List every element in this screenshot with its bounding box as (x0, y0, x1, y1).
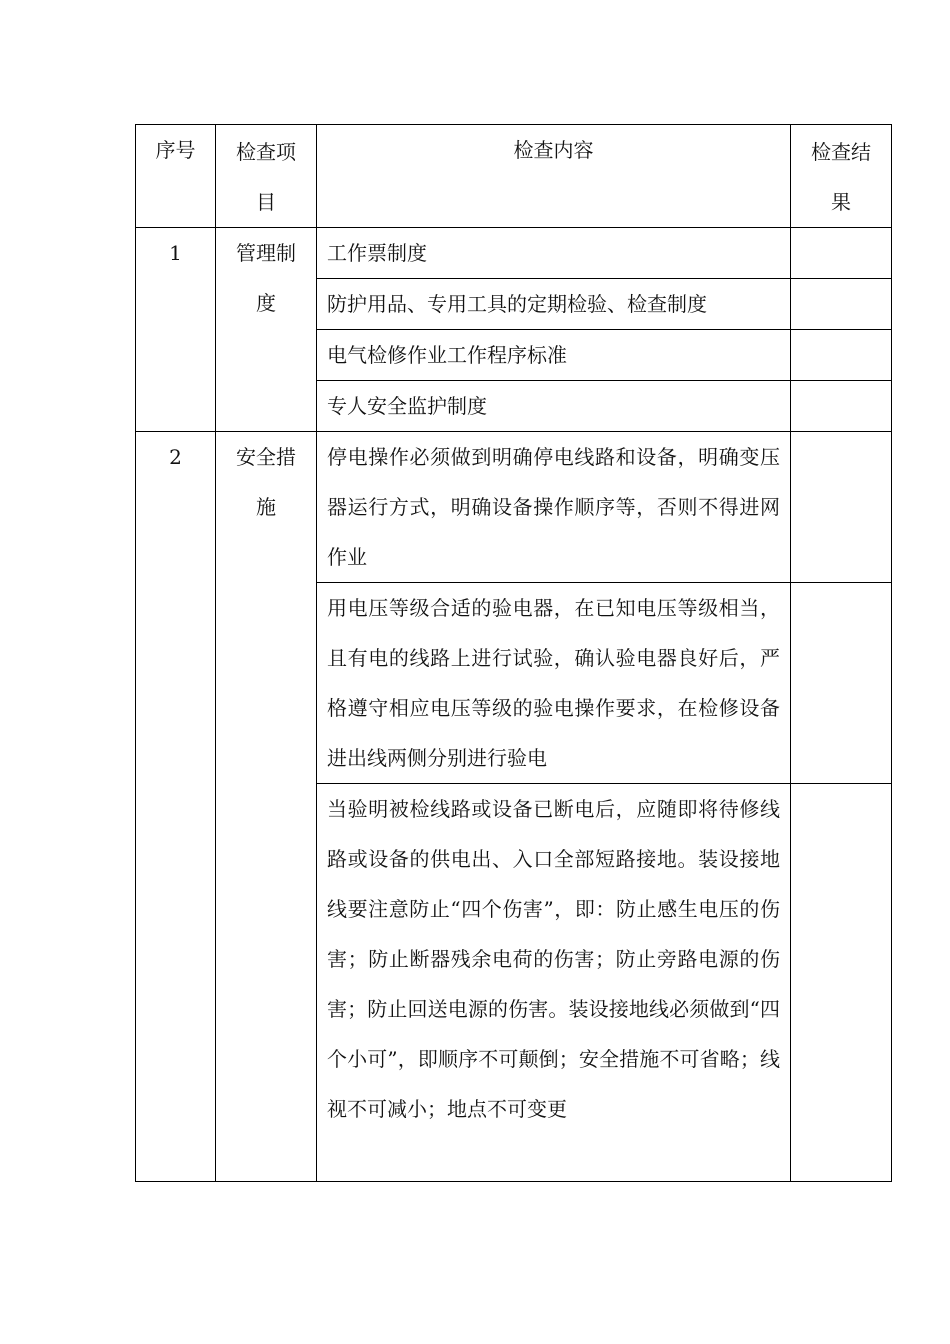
section-1-content-2: 防护用品、专用工具的定期检验、检查制度 (317, 279, 791, 330)
header-item: 检查项目 (216, 125, 317, 228)
section-1-result-3 (791, 330, 892, 381)
section-2-result-3 (791, 784, 892, 1182)
section-2-content-2: 用电压等级合适的验电器，在已知电压等级相当，且有电的线路上进行试验，确认验电器良好后，严格遵守相应电压等级的验电操作要求，在检修设备进出线两侧分别进行验电 (317, 583, 791, 784)
inspection-table (135, 124, 892, 1182)
section-1-result-4 (791, 381, 892, 432)
section-2-content-1: 停电操作必须做到明确停电线路和设备，明确变压器运行方式，明确设备操作顺序等，否则不得进网作业 (317, 432, 791, 583)
section-2-item: 安全措施 (216, 432, 317, 1182)
section-1-result-1 (791, 228, 892, 279)
section-1-content-1: 工作票制度 (317, 228, 791, 279)
section-1-content-3: 电气检修作业工作程序标准 (317, 330, 791, 381)
section-2-result-2 (791, 583, 892, 784)
section-2-result-1 (791, 432, 892, 583)
header-content: 检查内容 (317, 125, 791, 228)
header-num: 序号 (136, 125, 216, 228)
section-1-item: 管理制度 (216, 228, 317, 432)
section-2-num: 2 (136, 432, 216, 1182)
section-1-result-2 (791, 279, 892, 330)
section-2-content-3: 当验明被检线路或设备已断电后，应随即将待修线路或设备的供电出、入口全部短路接地。装设接地线要注意防止“四个伤害”，即：防止感生电压的伤害；防止断器残余电荷的伤害；防止旁路电源的伤害；防止回送电源的伤害。装设接地线必须做到“四个小可”，即顺序不可颠倒；安全措施不可省略；线视不可减小；地点不可变更 (317, 784, 791, 1182)
table-row (136, 228, 892, 279)
section-1-content-4: 专人安全监护制度 (317, 381, 791, 432)
table-header-row (136, 125, 892, 228)
section-1-num: 1 (136, 228, 216, 432)
table-row (136, 432, 892, 583)
header-result: 检查结果 (791, 125, 892, 228)
